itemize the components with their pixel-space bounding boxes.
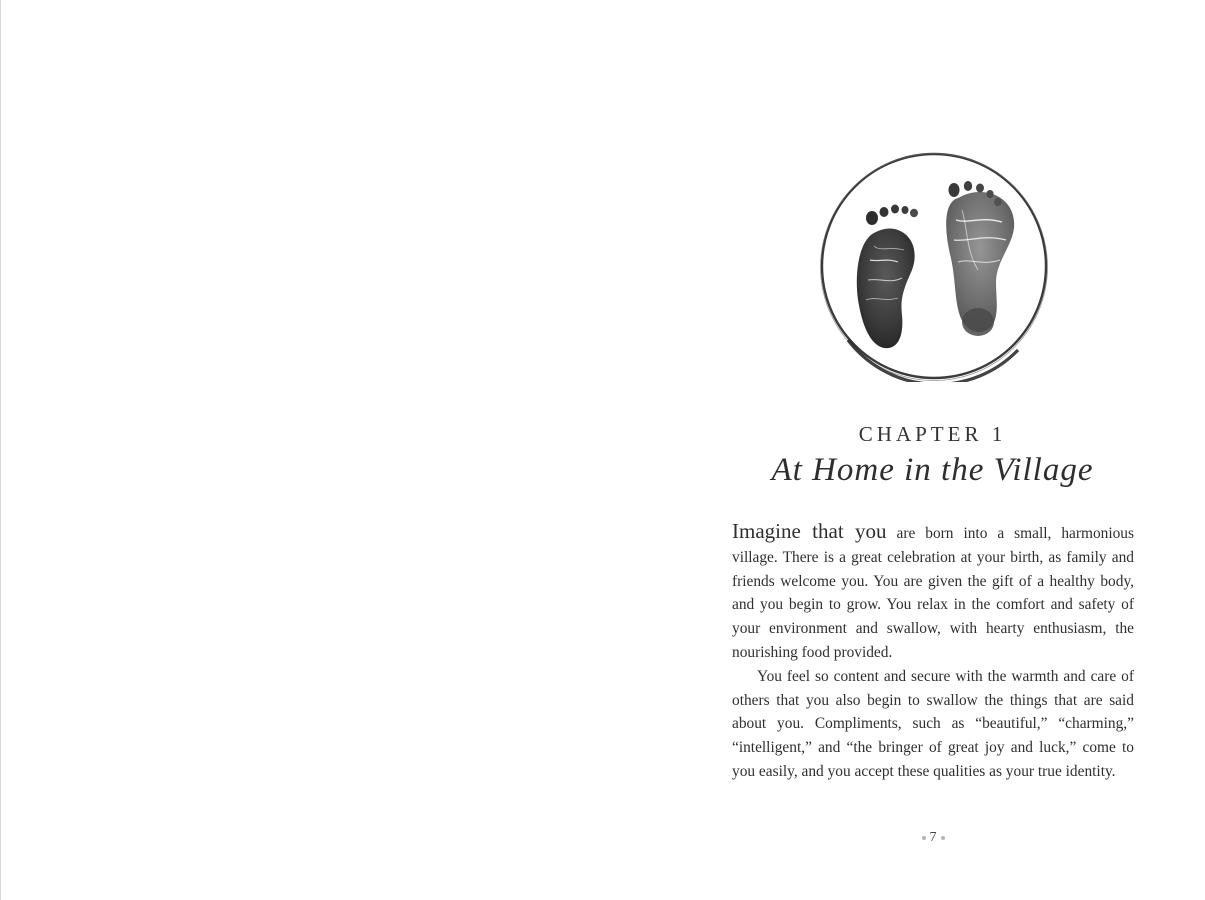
chapter-body [732, 520, 1134, 784]
chapter-number: CHAPTER 1 [858, 422, 1007, 446]
folio-dot-left [922, 836, 926, 840]
right-page [603, 0, 1203, 900]
folio-dot-right [941, 836, 945, 840]
baby-footprints-icon [818, 150, 1050, 382]
left-page-blank [2, 0, 602, 900]
page-number: 7 [929, 830, 937, 845]
page-folio [732, 830, 1134, 846]
chapter-title: At Home in the Village [771, 452, 1094, 488]
paragraph-2-text: You feel so content and secure with the warmth and care of others that you also begin to swallow the things that are said about you. Compliments, such as “beautiful,” “charming,” “intelligent,” and “the bringer of great joy and luck,” come to you easily, and you accept these qualities as your true identity. [732, 667, 1134, 780]
paragraph-lead-in: Imagine that you [732, 519, 887, 543]
paragraph-1 [732, 520, 1134, 665]
paragraph-2 [732, 665, 1134, 784]
paragraph-1-text: are born into a small, harmonious village. There is a great celebration at your birth, as family and friends welcome you. You are given the gift of a healthy body, and you begin to grow. You relax in the comfort and safety of your environment and swallow, with hearty enthusiasm, the nourishing food provided. [732, 525, 1134, 661]
